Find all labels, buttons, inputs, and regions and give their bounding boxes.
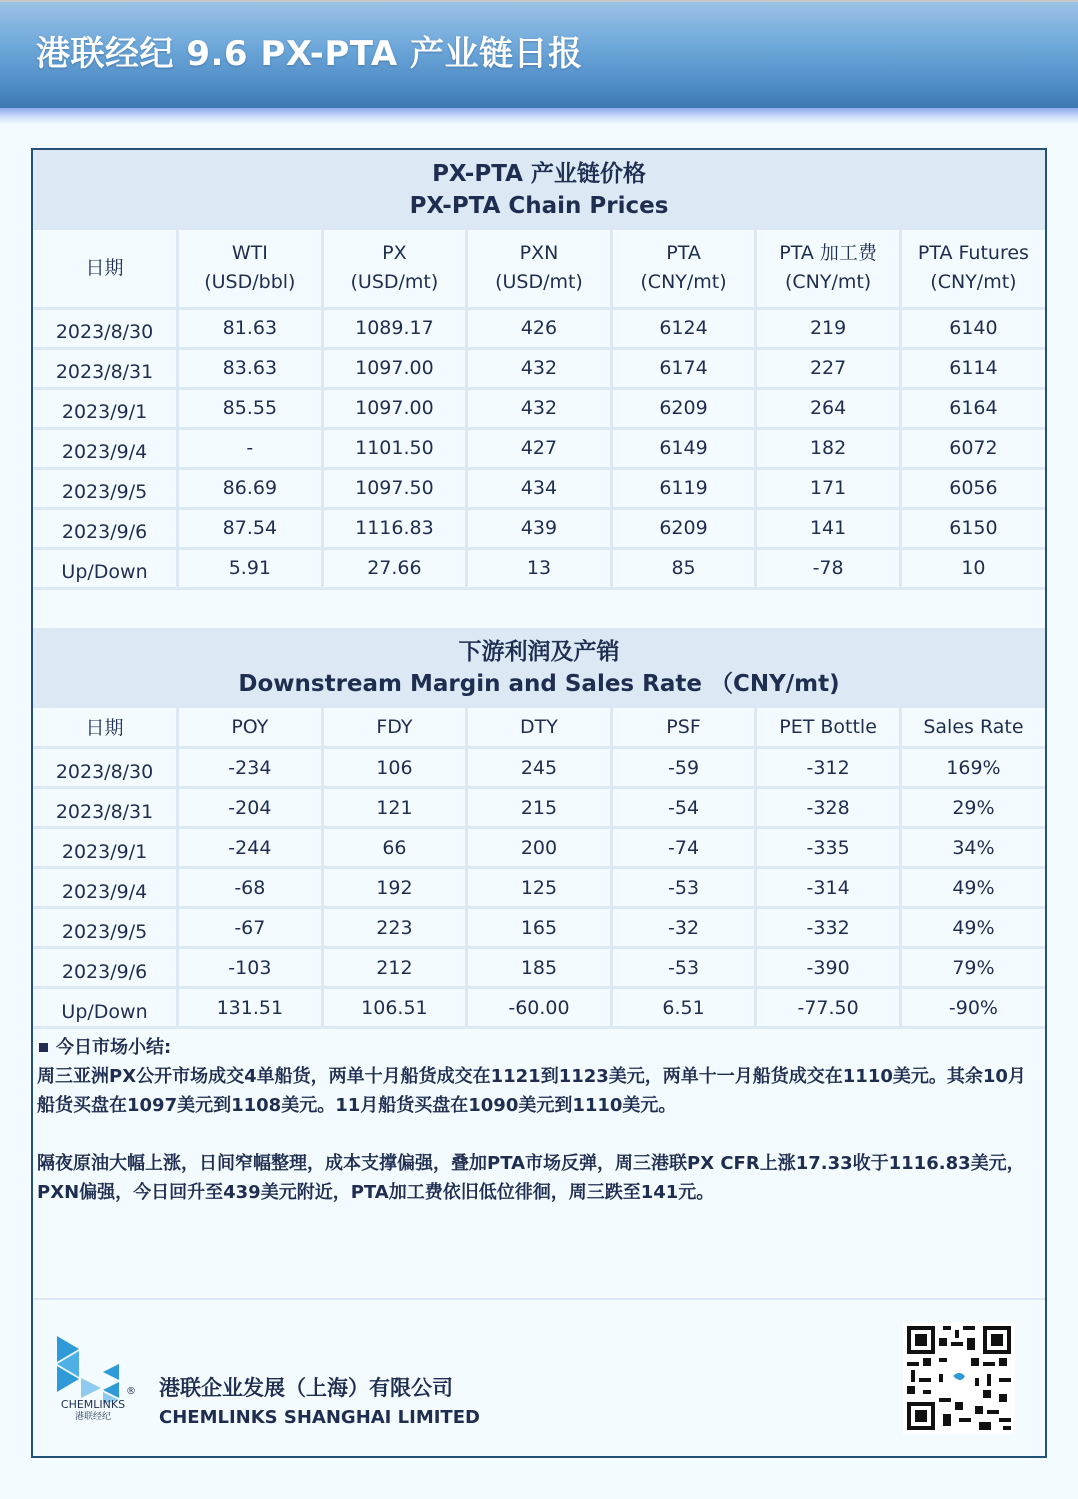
cell-poy: 131.51 [178, 988, 323, 1028]
cell-date: 2023/9/5 [33, 468, 178, 508]
cell-sales-rate: 169% [900, 748, 1045, 788]
header-banner [0, 0, 1078, 112]
cell-poy: -103 [178, 948, 323, 988]
cell-date: 2023/8/31 [33, 348, 178, 388]
cell-pxn: 432 [467, 388, 612, 428]
cell-pta: 6124 [611, 308, 756, 348]
cell-poy: -68 [178, 868, 323, 908]
cell-dty: 165 [467, 908, 612, 948]
downstream-header-row [33, 708, 1045, 748]
table-row [33, 788, 1045, 828]
cell-sales-rate: 79% [900, 948, 1045, 988]
cell-dty: -60.00 [467, 988, 612, 1028]
cell-pta-futures: 6140 [900, 308, 1045, 348]
cell-pxn: 434 [467, 468, 612, 508]
cell-pet-bottle: -332 [756, 908, 901, 948]
table-row [33, 748, 1045, 788]
downstream-table [33, 708, 1045, 1030]
cell-label: Up/Down [33, 548, 178, 588]
logo-wordmark [53, 1398, 133, 1424]
cell-sales-rate: 29% [900, 788, 1045, 828]
col-header-sales-rate: Sales Rate [900, 708, 1045, 748]
qr-code-icon [903, 1322, 1015, 1434]
cell-dty: 245 [467, 748, 612, 788]
downstream-title-cn: 下游利润及产销 [458, 638, 620, 665]
cell-psf: -74 [611, 828, 756, 868]
cell-fdy: 106.51 [322, 988, 467, 1028]
col-header-wti: WTI (USD/bbl) [178, 230, 323, 308]
table-row [33, 868, 1045, 908]
col-header-pxn: PXN (USD/mt) [467, 230, 612, 308]
section-gap [33, 590, 1045, 628]
company-name-cn: 港联企业发展（上海）有限公司 [159, 1376, 453, 1400]
cell-date: 2023/9/5 [33, 908, 178, 948]
col-header-psf: PSF [611, 708, 756, 748]
cell-poy: -244 [178, 828, 323, 868]
cell-date: 2023/8/30 [33, 748, 178, 788]
cell-px: 27.66 [322, 548, 467, 588]
cell-psf: -53 [611, 868, 756, 908]
report-frame [31, 148, 1047, 1458]
cell-wti: - [178, 428, 323, 468]
col-header-pta: PTA (CNY/mt) [611, 230, 756, 308]
prices-table [33, 230, 1045, 590]
col-header-date: 日期 [33, 708, 178, 748]
summary-heading-text: 今日市场小结: [56, 1037, 172, 1058]
cell-pxn: 426 [467, 308, 612, 348]
cell-fdy: 223 [322, 908, 467, 948]
page-title: 港联经纪 9.6 PX-PTA 产业链日报 [36, 34, 583, 74]
col-header-pta-futures: PTA Futures (CNY/mt) [900, 230, 1045, 308]
cell-pta: 6149 [611, 428, 756, 468]
cell-pxn: 13 [467, 548, 612, 588]
cell-fdy: 106 [322, 748, 467, 788]
cell-dty: 125 [467, 868, 612, 908]
footer-divider [33, 1298, 1045, 1300]
cell-pta-futures: 10 [900, 548, 1045, 588]
logo-text-cn: 港联经纪 [74, 1412, 111, 1422]
cell-pta-fee: 182 [756, 428, 901, 468]
cell-wti: 86.69 [178, 468, 323, 508]
cell-psf: -59 [611, 748, 756, 788]
prices-title-en: PX-PTA Chain Prices [409, 193, 669, 219]
table-row-change [33, 988, 1045, 1028]
cell-date: 2023/9/4 [33, 428, 178, 468]
cell-sales-rate: -90% [900, 988, 1045, 1028]
table-row [33, 828, 1045, 868]
cell-date: 2023/9/1 [33, 388, 178, 428]
table-row [33, 908, 1045, 948]
cell-pet-bottle: -312 [756, 748, 901, 788]
cell-fdy: 121 [322, 788, 467, 828]
col-header-pta-fee: PTA 加工费 (CNY/mt) [756, 230, 901, 308]
cell-pxn: 427 [467, 428, 612, 468]
cell-pta: 85 [611, 548, 756, 588]
cell-pta-fee: 227 [756, 348, 901, 388]
cell-wti: 85.55 [178, 388, 323, 428]
cell-sales-rate: 34% [900, 828, 1045, 868]
cell-pet-bottle: -335 [756, 828, 901, 868]
cell-pta-futures: 6150 [900, 508, 1045, 548]
cell-wti: 87.54 [178, 508, 323, 548]
cell-sales-rate: 49% [900, 868, 1045, 908]
cell-poy: -67 [178, 908, 323, 948]
cell-date: 2023/9/4 [33, 868, 178, 908]
cell-pta: 6119 [611, 468, 756, 508]
prices-section-header [33, 150, 1045, 230]
cell-psf: 6.51 [611, 988, 756, 1028]
registered-mark-icon: ® [126, 1386, 136, 1397]
cell-pta-fee: 264 [756, 388, 901, 428]
logo-text-en: CHEMLINKS [60, 1398, 126, 1411]
banner-shadow [0, 108, 1078, 124]
cell-wti: 83.63 [178, 348, 323, 388]
cell-pxn: 432 [467, 348, 612, 388]
cell-dty: 185 [467, 948, 612, 988]
table-row [33, 468, 1045, 508]
cell-pta-fee: 141 [756, 508, 901, 548]
summary-heading [37, 1033, 1041, 1062]
cell-date: 2023/9/1 [33, 828, 178, 868]
cell-pta-fee: 171 [756, 468, 901, 508]
table-row [33, 308, 1045, 348]
cell-px: 1116.83 [322, 508, 467, 548]
cell-px: 1097.00 [322, 388, 467, 428]
cell-px: 1097.50 [322, 468, 467, 508]
prices-header-row [33, 230, 1045, 308]
cell-dty: 200 [467, 828, 612, 868]
cell-pxn: 439 [467, 508, 612, 548]
cell-pet-bottle: -390 [756, 948, 901, 988]
summary-paragraph-1: 周三亚洲PX公开市场成交4单船货，两单十月船货成交在1121到1123美元，两单十一月船货成交在1110美元。其余10月船货买盘在1097美元到1108美元。11月船货买盘在1090美元到1110美元。 [37, 1066, 1026, 1116]
cell-pta-futures: 6164 [900, 388, 1045, 428]
cell-pta: 6209 [611, 388, 756, 428]
cell-wti: 81.63 [178, 308, 323, 348]
cell-px: 1101.50 [322, 428, 467, 468]
cell-psf: -53 [611, 948, 756, 988]
cell-poy: -204 [178, 788, 323, 828]
table-row [33, 388, 1045, 428]
cell-dty: 215 [467, 788, 612, 828]
cell-pta-futures: 6056 [900, 468, 1045, 508]
cell-sales-rate: 49% [900, 908, 1045, 948]
cell-px: 1097.00 [322, 348, 467, 388]
cell-fdy: 212 [322, 948, 467, 988]
col-header-pet-bottle: PET Bottle [756, 708, 901, 748]
cell-pet-bottle: -314 [756, 868, 901, 908]
downstream-title-en: Downstream Margin and Sales Rate （CNY/mt) [238, 670, 840, 697]
cell-psf: -54 [611, 788, 756, 828]
cell-pta-futures: 6114 [900, 348, 1045, 388]
cell-px: 1089.17 [322, 308, 467, 348]
cell-pta-fee: -78 [756, 548, 901, 588]
col-header-fdy: FDY [322, 708, 467, 748]
cell-date: 2023/9/6 [33, 508, 178, 548]
table-row-change [33, 548, 1045, 588]
cell-fdy: 66 [322, 828, 467, 868]
market-summary [33, 1029, 1045, 1207]
summary-paragraph-2: 隔夜原油大幅上涨，日间窄幅整理，成本支撑偏强，叠加PTA市场反弹，周三港联PX CFR上涨17.33收于1116.83美元，PXN偏强，今日回升至439美元附近，PTA加工费依旧低位徘徊，周三跌至141元。 [37, 1153, 1025, 1203]
cell-label: Up/Down [33, 988, 178, 1028]
cell-date: 2023/9/6 [33, 948, 178, 988]
table-row [33, 948, 1045, 988]
cell-psf: -32 [611, 908, 756, 948]
col-header-poy: POY [178, 708, 323, 748]
company-name-en: CHEMLINKS SHANGHAI LIMITED [159, 1407, 480, 1428]
cell-pta-fee: 219 [756, 308, 901, 348]
col-header-date: 日期 [33, 230, 178, 308]
table-row [33, 428, 1045, 468]
cell-pet-bottle: -328 [756, 788, 901, 828]
cell-poy: -234 [178, 748, 323, 788]
cell-date: 2023/8/31 [33, 788, 178, 828]
table-row [33, 508, 1045, 548]
downstream-section-header [33, 628, 1045, 708]
paragraph-spacer [37, 1120, 1041, 1149]
prices-title-cn: PX-PTA 产业链价格 [432, 161, 646, 187]
cell-fdy: 192 [322, 868, 467, 908]
col-header-dty: DTY [467, 708, 612, 748]
cell-pta-futures: 6072 [900, 428, 1045, 468]
cell-date: 2023/8/30 [33, 308, 178, 348]
cell-pta: 6174 [611, 348, 756, 388]
col-header-px: PX (USD/mt) [322, 230, 467, 308]
cell-pet-bottle: -77.50 [756, 988, 901, 1028]
table-row [33, 348, 1045, 388]
cell-wti: 5.91 [178, 548, 323, 588]
cell-pta: 6209 [611, 508, 756, 548]
square-bullet-icon [39, 1043, 48, 1052]
